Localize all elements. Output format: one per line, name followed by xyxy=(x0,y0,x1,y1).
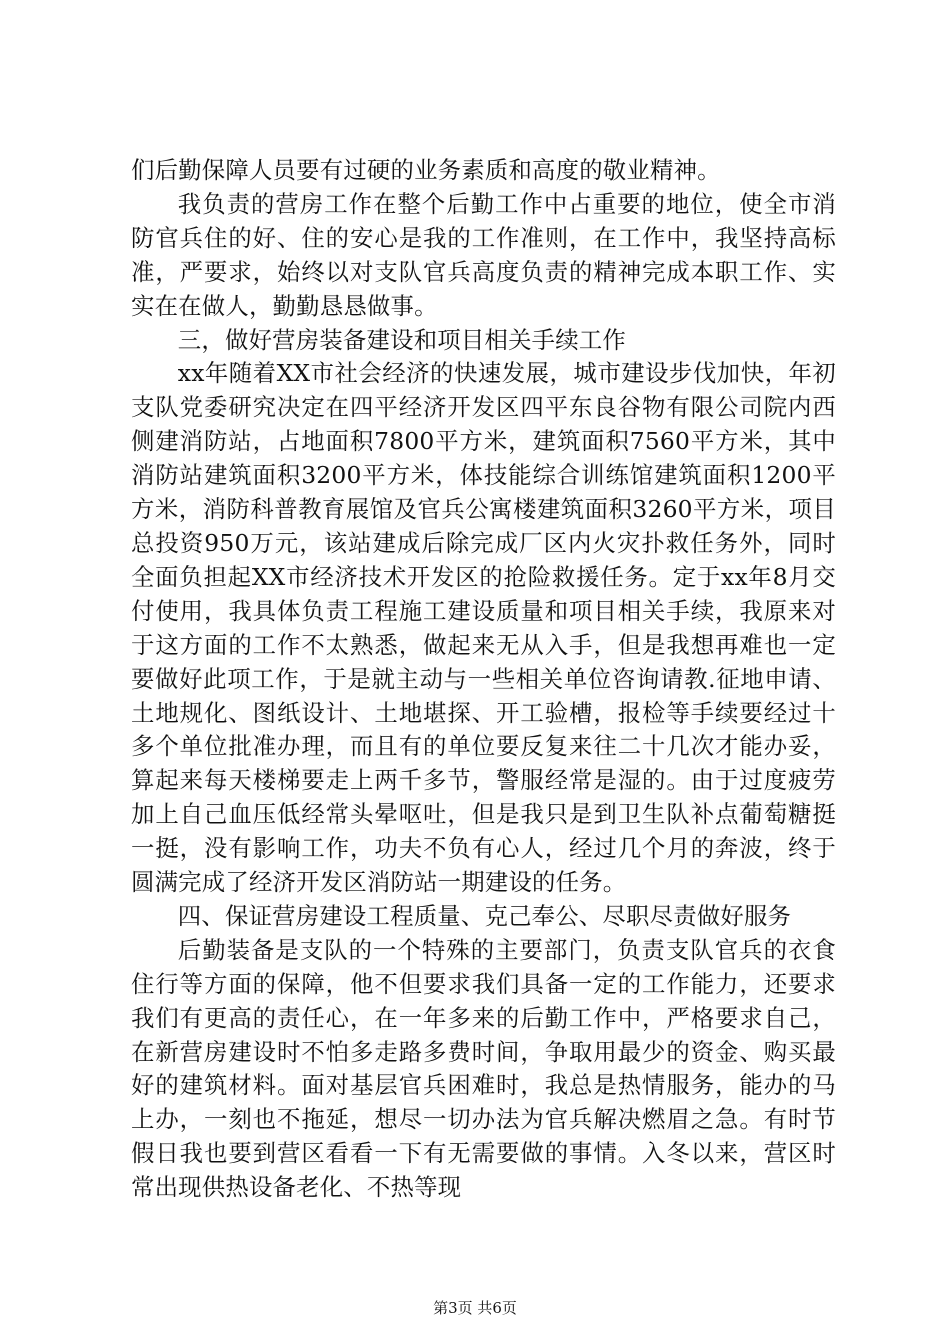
paragraph-logistics-service: 后勤装备是支队的一个特殊的主要部门，负责支队官兵的衣食住行等方面的保障，他不但要求我们具备一定的工作能力，还要求我们有更高的责任心，在一年多来的后勤工作中，严格要求自己，在新营房建设时不怕多走路多费时间，争取用最少的资金、购买最好的建筑材料。面对基层官兵困难时，我总是热情服务，能办的马上办，一刻也不拖延，想尽一切办法为官兵解决燃眉之急。有时节假日我也要到营区看看一下有无需要做的事情。入冬以来，营区时常出现供热设备老化、不热等现 xyxy=(131,935,836,1202)
page-footer: 第3页 共6页 xyxy=(433,1299,517,1317)
section-heading-three: 三，做好营房装备建设和项目相关手续工作 xyxy=(177,325,627,354)
paragraph-barracks-work: 我负责的营房工作在整个后勤工作中占重要的地位，使全市消防官兵住的好、住的安心是我的工作准则，在工作中，我坚持高标准，严要求，始终以对支队官兵高度负责的精神完成本职工作、实实在在做人，勤勤恳恳做事。 xyxy=(131,189,836,320)
paragraph-continuation: 们后勤保障人员要有过硬的业务素质和高度的敬业精神。 xyxy=(131,156,721,184)
document-body xyxy=(131,154,836,1205)
section-heading-four: 四、保证营房建设工程质量、克己奉公、尽职尽责做好服务 xyxy=(177,901,792,930)
paragraph-fire-station-project: xx年随着XX市社会经济的快速发展，城市建设步伐加快，年初支队党委研究决定在四平经济开发区四平东良谷物有限公司院内西侧建消防站，占地面积7800平方米，建筑面积7560平方米，其中消防站建筑面积3200平方米，体技能综合训练馆建筑面积1200平方米，消防科普教育展馆及官兵公寓楼建筑面积3260平方米，项目总投资950万元，该站建成后除完成厂区内火灾扑救任务外，同时全面负担起XX市经济技术开发区的抢险救援任务。定于xx年8月交付使用，我具体负责工程施工建设质量和项目相关手续，我原来对于这方面的工作不太熟悉，做起来无从入手，但是我想再难也一定要做好此项工作，于是就主动与一些相关单位咨询请教.征地申请、土地规化、图纸设计、土地堪探、开工验槽，报检等手续要经过十多个单位批准办理，而且有的单位要反复来往二十几次才能办妥，算起来每天楼梯要走上两千多节，警服经常是湿的。由于过度疲劳加上自己血压低经常头晕呕吐，但是我只是到卫生队补点葡萄糖挺一挺，没有影响工作，功夫不负有心人，经过几个月的奔波，终于圆满完成了经济开发区消防站一期建设的任务。 xyxy=(131,359,836,897)
